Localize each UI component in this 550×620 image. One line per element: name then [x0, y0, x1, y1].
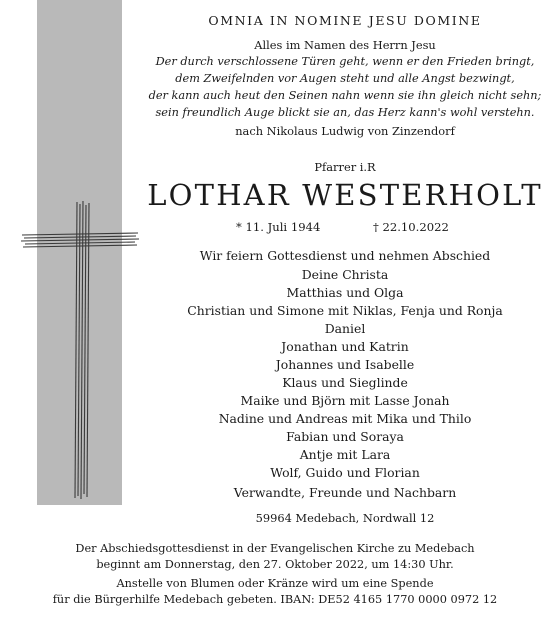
mourner: Fabian und Soraya — [286, 429, 404, 444]
mourner: Klaus und Sieglinde — [282, 375, 408, 390]
poem-line: dem Zweifelnden vor Augen steht und alle Angst bezwingt, — [175, 72, 515, 85]
footer-line: Anstelle von Blumen oder Kränze wird um eine Spende — [116, 577, 434, 590]
obituary-text — [140, 0, 550, 620]
deceased-name: LOTHAR WESTERHOLT — [147, 178, 543, 212]
deceased-title: Pfarrer i.R — [314, 160, 376, 174]
mourner: Matthias und Olga — [286, 285, 404, 300]
death-date: † 22.10.2022 — [373, 220, 449, 234]
poem-author: nach Nikolaus Ludwig von Zinzendorf — [235, 124, 455, 138]
poem-line: der kann auch heut den Seinen nahn wenn sie ihn gleich nicht sehn; — [148, 89, 542, 102]
poem-line: sein freundlich Auge blickt sie an, das Herz kann's wohl verstehn. — [155, 106, 535, 119]
relatives: Verwandte, Freunde und Nachbarn — [233, 485, 457, 500]
birth-date: * 11. Juli 1944 — [236, 220, 321, 234]
mourner: Nadine und Andreas mit Mika und Thilo — [218, 411, 472, 426]
mourner: Wolf, Guido und Florian — [270, 465, 420, 480]
mourner: Daniel — [324, 321, 366, 336]
mourner: Maike und Björn mit Lasse Jonah — [240, 393, 450, 408]
footer-line: Der Abschiedsgottesdienst in der Evangelischen Kirche zu Medebach — [75, 542, 475, 555]
mourner: Deine Christa — [301, 267, 389, 282]
life-dates — [140, 220, 550, 236]
footer-line: für die Bürgerhilfe Medebach gebeten. IBAN: DE52 4165 1770 0000 0972 12 — [52, 593, 498, 606]
mourner: Johannes und Isabelle — [275, 357, 415, 372]
mourner: Christian und Simone mit Niklas, Fenja und Ronja — [187, 303, 503, 318]
farewell-intro: Wir feiern Gottesdienst und nehmen Abschied — [199, 248, 491, 263]
poem-line: Der durch verschlossene Türen geht, wenn er den Frieden bringt, — [155, 55, 535, 68]
mourner: Antje mit Lara — [299, 447, 391, 462]
footer-line: beginnt am Donnerstag, den 27. Oktober 2022, um 14:30 Uhr. — [96, 558, 454, 571]
motto-translation: Alles im Namen des Herrn Jesu — [254, 38, 436, 52]
motto: OMNIA IN NOMINE JESU DOMINE — [208, 13, 482, 28]
cross-icon — [20, 200, 140, 500]
address: 59964 Medebach, Nordwall 12 — [255, 511, 435, 525]
mourner: Jonathan und Katrin — [281, 339, 409, 354]
